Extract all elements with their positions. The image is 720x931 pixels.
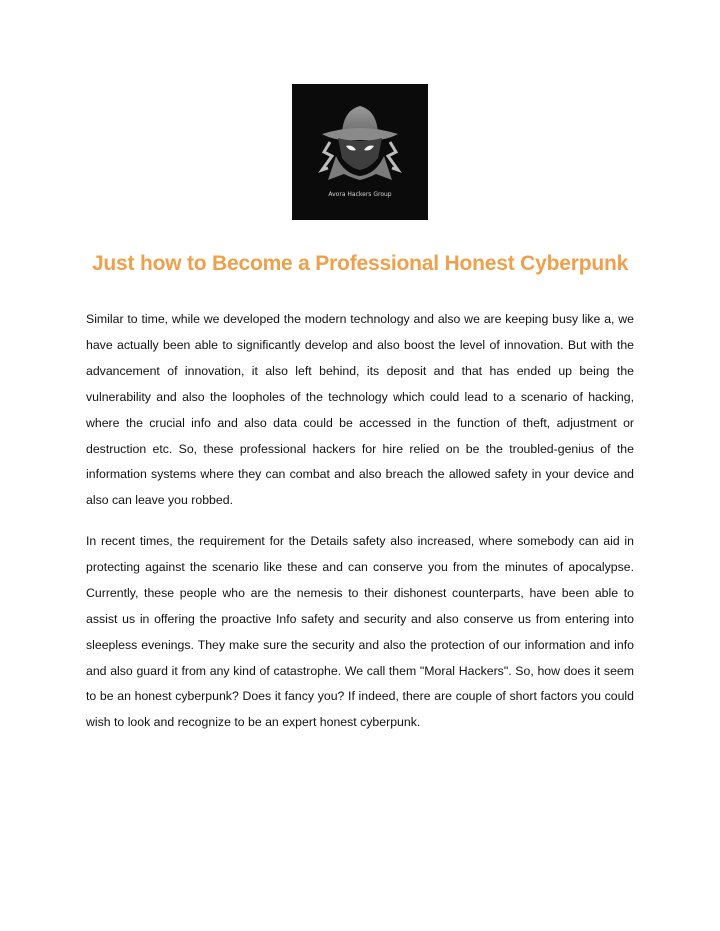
article-paragraph-1: Similar to time, while we developed the modern technology and also we are keeping busy like a, we have actually been able to significantly develop and also boost the level of innovation. But with the advancement of innovation, it also left behind, its deposit and that has ended up being the vulnerability and also the loopholes of the technology which could lead to a scenario of hacking, where the crucial info and also data could be accessed in the function of theft, adjustment or destruction etc. So, these professional hackers for hire relied on be the troubled-genius of the information systems where they can combat and also breach the allowed safety in your device and also can leave you robbed. bbox=[86, 312, 634, 508]
article-title: Just how to Become a Professional Honest Cyberpunk bbox=[91, 252, 629, 275]
article-paragraph-2: In recent times, the requirement for the Details safety also increased, where somebody can aid in protecting against the scenario like these and can conserve you from the minutes of apocalypse. Currently, these people who are the nemesis to their dishonest counterparts, have been able to assist us in offering the proactive Info safety and security and also conserve us from entering into sleepless evenings. They make sure the security and also the protection of our information and info and also guard it from any kind of catastrophe. We call them "Moral Hackers". So, how does it seem to be an honest cyberpunk? Does it fancy you? If indeed, there are couple of short factors you could wish to look and recognize to be an expert honest cyberpunk. bbox=[86, 534, 634, 730]
logo-caption: Avora Hackers Group bbox=[328, 191, 392, 198]
logo-image bbox=[292, 84, 428, 220]
hooded-hacker-icon bbox=[292, 84, 428, 220]
